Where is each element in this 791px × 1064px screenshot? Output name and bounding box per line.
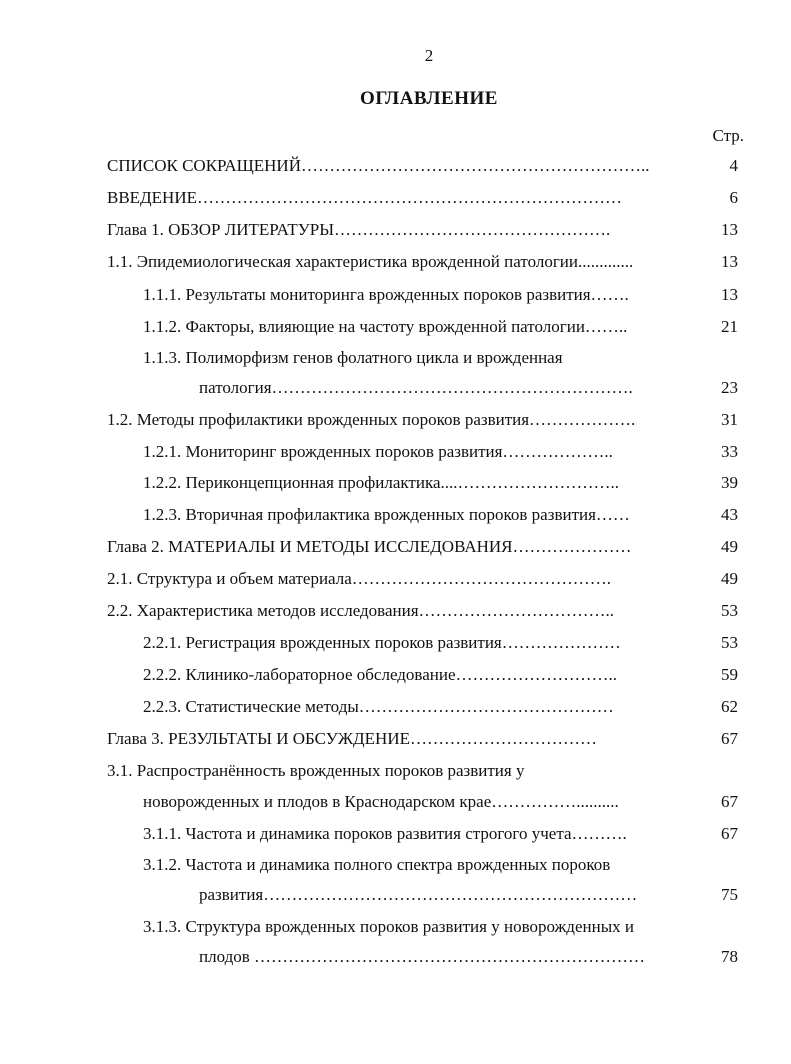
toc-entry-text: СПИСОК СОКРАЩЕНИЙ……………………………………………………..	[107, 156, 650, 175]
toc-entry-page: 67	[721, 792, 738, 811]
toc-entry-page: 62	[721, 697, 738, 716]
page-column-label: Стр.	[712, 126, 744, 145]
toc-entry-text: 1.1.2. Факторы, влияющие на частоту врожденной патологии……..	[143, 317, 628, 336]
toc-entry	[0, 214, 791, 246]
toc-entry	[0, 311, 791, 343]
toc-entry-text: патология……………………………………………………….	[199, 378, 633, 397]
toc-entry	[0, 467, 791, 499]
toc-entry	[0, 404, 791, 436]
toc-entry-text: 1.1.3. Полиморфизм генов фолатного цикла и врожденная	[143, 348, 563, 367]
toc-entry-page: 49	[721, 537, 738, 556]
toc-entry-page: 53	[721, 633, 738, 652]
toc-entry	[0, 911, 791, 943]
toc-entry-page: 33	[721, 442, 738, 461]
toc-entry	[0, 436, 791, 468]
toc-entry-page: 6	[729, 188, 738, 207]
toc-entry	[0, 755, 791, 787]
toc-entry-text: 2.2.3. Статистические методы………………………………………	[143, 697, 614, 716]
toc-entry-page: 49	[721, 569, 738, 588]
toc-entry-page: 78	[721, 947, 738, 966]
toc-entry-text: 2.2.1. Регистрация врожденных пороков развития…………………	[143, 633, 621, 652]
page-number: 2	[424, 46, 434, 65]
toc-entry-page: 39	[721, 473, 738, 492]
toc-entry-text: 1.1.1. Результаты мониторинга врожденных пороков развития…….	[143, 285, 629, 304]
toc-entry	[0, 691, 791, 723]
toc-entry-text: 1.2.2. Периконцепционная профилактика....………………………..	[143, 473, 620, 492]
toc-entry-text: развития…………………………………………………………	[199, 885, 638, 904]
toc-entry	[0, 595, 791, 627]
toc-entry	[0, 627, 791, 659]
toc-entry-page: 53	[721, 601, 738, 620]
toc-entry	[0, 279, 791, 311]
toc-entry-page: 21	[721, 317, 738, 336]
toc-entry	[0, 499, 791, 531]
toc-entry	[0, 818, 791, 850]
toc-entry	[0, 182, 791, 214]
toc-entry-continuation	[0, 786, 791, 818]
toc-entry-page: 31	[721, 410, 738, 429]
toc-entry-text: 1.2.3. Вторичная профилактика врожденных пороков развития……	[143, 505, 630, 524]
toc-entry-text: 3.1.2. Частота и динамика полного спектра врожденных пороков	[143, 855, 611, 874]
toc-entry-text: 1.1. Эпидемиологическая характеристика врожденной патологии.............	[107, 252, 634, 271]
toc-entry-text: 2.1. Структура и объем материала……………………………………….	[107, 569, 612, 588]
toc-entry	[0, 723, 791, 755]
toc-entry-page: 13	[721, 220, 738, 239]
toc-entry-page: 13	[721, 285, 738, 304]
toc-entry-text: Глава 2. МАТЕРИАЛЫ И МЕТОДЫ ИССЛЕДОВАНИЯ…………………	[107, 537, 632, 556]
toc-entry-continuation	[0, 941, 791, 973]
toc-entry-continuation	[0, 879, 791, 911]
toc-entry-page: 23	[721, 378, 738, 397]
toc-entry-text: 1.2. Методы профилактики врожденных пороков развития……………….	[107, 410, 636, 429]
toc-entry-page: 67	[721, 729, 738, 748]
toc-entry	[0, 150, 791, 182]
toc-entry-continuation	[0, 372, 791, 404]
toc-entry-text: 2.2.2. Клинико-лабораторное обследование………………………..	[143, 665, 617, 684]
toc-entry-text: ВВЕДЕНИЕ…………………………………………………………………	[107, 188, 622, 207]
toc-entry	[0, 342, 791, 374]
toc-entry-text: Глава 1. ОБЗОР ЛИТЕРАТУРЫ………………………………………….	[107, 220, 611, 239]
page-title: ОГЛАВЛЕНИЕ	[360, 88, 498, 109]
toc-entry-text: 3.1.1. Частота и динамика пороков развития строгого учета……….	[143, 824, 627, 843]
toc-entry-page: 4	[729, 156, 738, 175]
toc-entry	[0, 849, 791, 881]
toc-entry	[0, 531, 791, 563]
toc-entry-page: 75	[721, 885, 738, 904]
toc-entry-text: Глава 3. РЕЗУЛЬТАТЫ И ОБСУЖДЕНИЕ……………………………	[107, 729, 597, 748]
toc-entry-page: 67	[721, 824, 738, 843]
toc-entry-text: 1.2.1. Мониторинг врожденных пороков развития………………..	[143, 442, 613, 461]
toc-entry-text: новорожденных и плодов в Краснодарском крае……………..........	[143, 792, 619, 811]
toc-entry	[0, 246, 791, 278]
toc-entry-page: 13	[721, 252, 738, 271]
toc-entry	[0, 659, 791, 691]
toc-entry-page: 59	[721, 665, 738, 684]
toc-entry	[0, 563, 791, 595]
toc-entry-text: 2.2. Характеристика методов исследования……………………………..	[107, 601, 615, 620]
toc-entry-text: 3.1. Распространённость врожденных пороков развития у	[107, 761, 525, 780]
toc-entry-page: 43	[721, 505, 738, 524]
toc-entry-text: 3.1.3. Структура врожденных пороков развития у новорожденных и	[143, 917, 634, 936]
toc-entry-text: плодов ……………………………………………………………	[199, 947, 646, 966]
